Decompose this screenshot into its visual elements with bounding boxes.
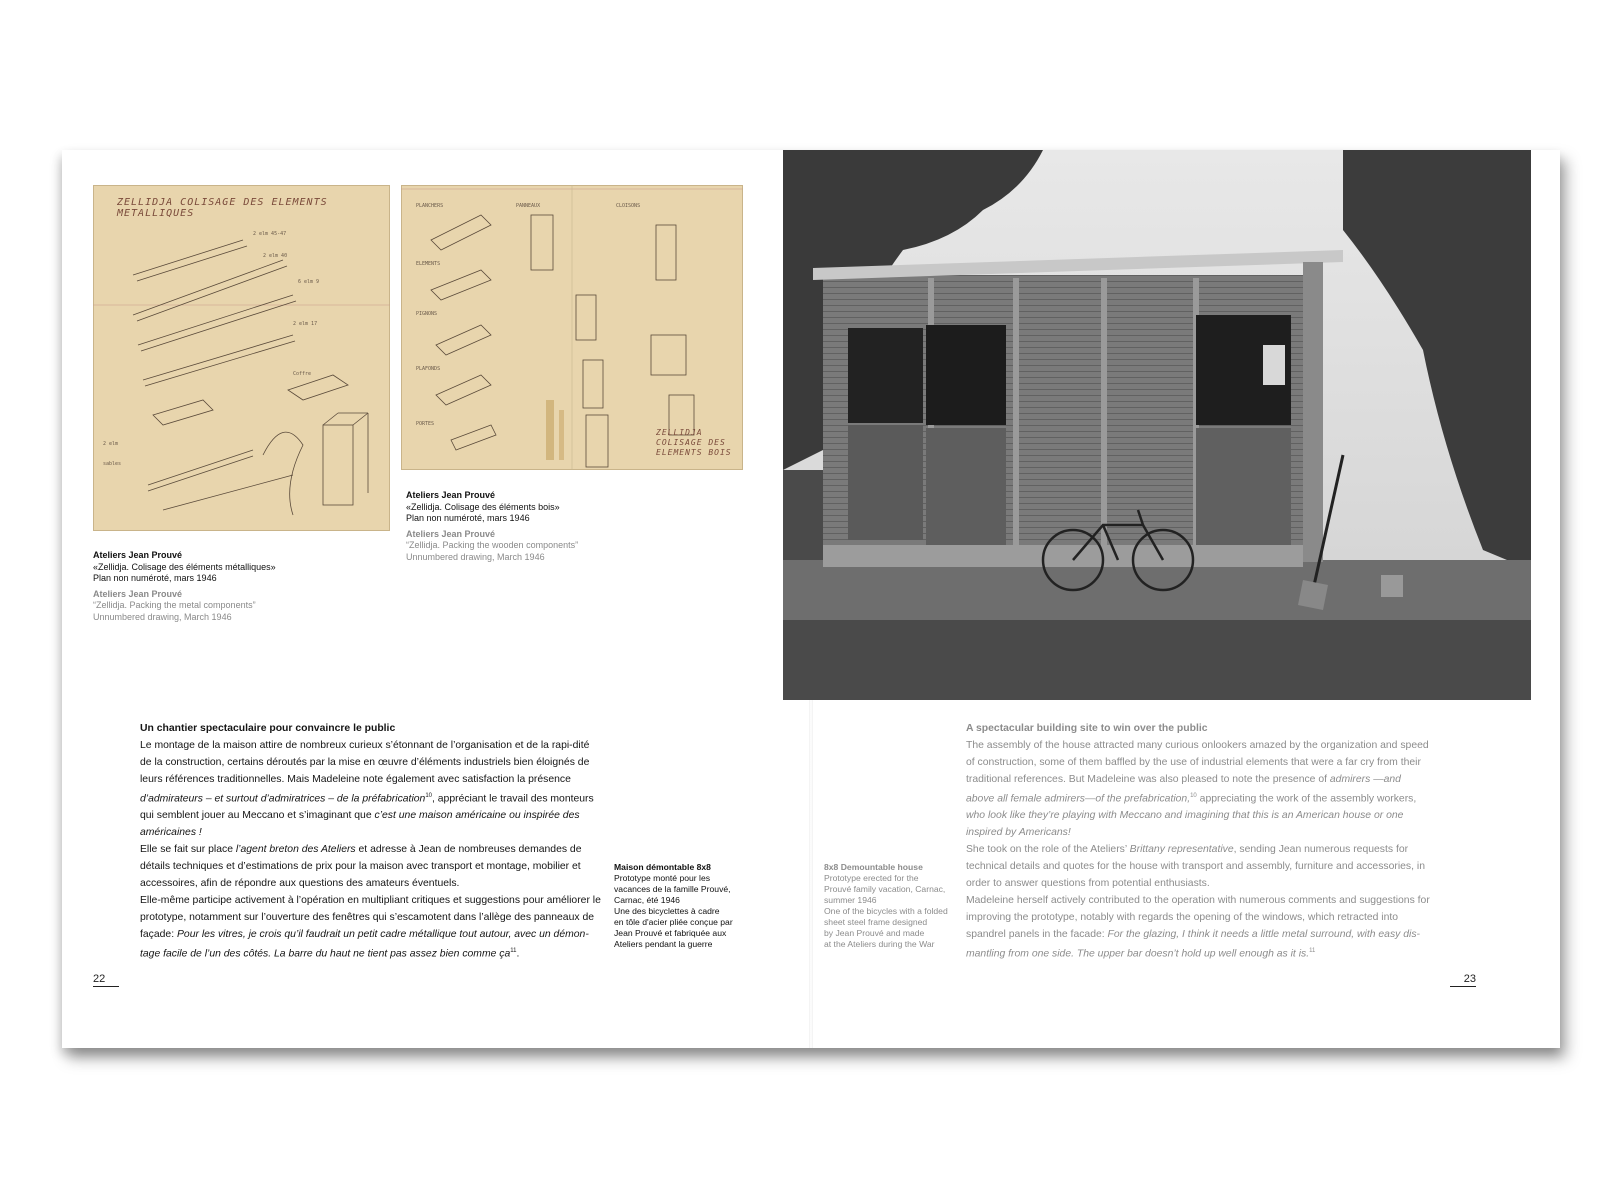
english-heading: A spectacular building site to win over the public — [966, 723, 1208, 734]
caption-title: «Zellidja. Colisage des éléments bois» — [406, 501, 560, 512]
text-run-italic: Brittany representative — [1129, 844, 1234, 856]
text-run-italic: admirers —and above all female admirers—of the prefabrication, — [966, 774, 1401, 805]
photo-caption-title: Maison démontable 8x8 — [614, 862, 711, 872]
text-run-italic: who look like they’re playing with Meccano and imagining that this is an American house or one inspired by Americans! — [966, 810, 1404, 839]
plan-title-wood: ZELLIDJA COLISAGE DES ELEMENTS BOIS — [656, 428, 732, 457]
caption-line: Jean Prouvé et fabriquée aux — [614, 928, 727, 938]
footnote-ref: 10 — [1190, 793, 1197, 799]
svg-text:Coffre: Coffre — [293, 371, 312, 377]
plan-drawing-wood — [401, 185, 743, 470]
svg-text:2 elm 40: 2 elm 40 — [263, 253, 288, 259]
photo-house-illustration — [783, 150, 1531, 700]
photo-caption-fr — [614, 862, 749, 950]
svg-text:CLOISONS: CLOISONS — [616, 203, 641, 209]
text-run-italic: Pour les vitres, je crois qu’il faudrait un petit cadre métallique tout autour, avec un démon-tage facile de l’un des côtés. La barre du haut ne tient pas assez bien comme ça — [140, 929, 589, 960]
text-run-italic: c’est une maison américaine ou inspirée des américaines ! — [140, 810, 580, 839]
text-run: Madeleine herself actively contributed to the operation with numerous comments and suggestions for improving the prototype, notably with regards the opening of the windows, which retracted into spandrel panels in the facade: — [966, 895, 1430, 941]
svg-text:PANNEAUX: PANNEAUX — [516, 203, 541, 209]
svg-text:PORTES: PORTES — [416, 421, 435, 427]
english-paragraph-3 — [966, 892, 1430, 962]
caption-line: One of the bicycles with a folded — [824, 906, 948, 916]
page-number-right: 23 — [1450, 973, 1476, 987]
text-run-italic: l’agent breton des Ateliers — [235, 844, 356, 856]
english-paragraph-1 — [966, 737, 1430, 841]
caption-line: en tôle d'acier pliée conçue par — [614, 917, 733, 927]
plan-title-metal: ZELLIDJA COLISAGE DES ELEMENTS METALLIQUES — [117, 197, 328, 219]
footnote-ref: 11 — [510, 948, 517, 955]
caption-line: Ateliers pendant la guerre — [614, 939, 713, 949]
photo-caption-title: 8x8 Demountable house — [824, 862, 923, 872]
french-heading: Un chantier spectaculaire pour convaincre le public — [140, 723, 396, 734]
svg-text:sables: sables — [103, 461, 122, 467]
text-run-italic: For the glazing, I think it needs a little metal surround, with easy dis-mantling from one side. The upper bar doesn’t hold up well enough as it is. — [966, 929, 1420, 960]
text-run: appreciating the work of the assembly workers, — [1196, 793, 1417, 805]
french-paragraph-2 — [140, 841, 602, 892]
caption-line: at the Ateliers during the War — [824, 939, 935, 949]
svg-text:PLAFONDS: PLAFONDS — [416, 366, 441, 372]
book-spread — [62, 150, 1560, 1048]
caption-line: vacances de la famille Prouvé, — [614, 884, 731, 894]
english-paragraph-2 — [966, 841, 1430, 892]
plan-sketch-metal — [93, 185, 390, 531]
caption-line: Une des bicyclettes à cadre — [614, 906, 720, 916]
text-run: Elle se fait sur place — [140, 844, 236, 856]
page-number-left: 22 — [93, 973, 119, 987]
svg-text:2 elm 45-47: 2 elm 45-47 — [253, 231, 287, 237]
text-run-italic: d’admirateurs – et surtout d’admiratrices – de la préfabrication — [140, 793, 426, 805]
photo-caption-en — [824, 862, 964, 950]
svg-text:PLANCHERS: PLANCHERS — [416, 203, 444, 209]
photo-demountable-house — [783, 150, 1531, 700]
text-run: She took on the role of the Ateliers’ — [966, 844, 1130, 856]
caption-plan-wood — [406, 490, 626, 563]
footnote-ref: 10 — [425, 793, 432, 799]
french-paragraph-3 — [140, 892, 602, 962]
french-body-text — [140, 720, 602, 963]
caption-detail: Plan non numéroté, mars 1946 — [93, 573, 217, 583]
footnote-ref: 11 — [1309, 948, 1316, 955]
caption-line: Prototype erected for the — [824, 873, 919, 883]
svg-text:2 elm: 2 elm — [103, 441, 119, 447]
text-run: . — [516, 948, 520, 960]
text-run: Elle-même participe activement à l’opération en multipliant critiques et suggestions pour améliorer le prototype, notamment sur l’ouverture des fenêtres qui s’escamotent dans l’allège des panneaux de façade: — [140, 895, 601, 941]
caption-line: by Jean Prouvé and made — [824, 928, 925, 938]
caption-line: summer 1946 — [824, 895, 877, 905]
caption-line: sheet steel frame designed — [824, 917, 928, 927]
text-run: , sending Jean numerous requests for technical details and quotes for the house with transport and assembly, furniture and accessories, in order to answer questions from potential enthusiasts. — [966, 844, 1425, 890]
caption-detail: Plan non numéroté, mars 1946 — [406, 513, 530, 523]
caption-title-en: “Zellidja. Packing the wooden components” — [406, 540, 579, 550]
caption-detail-en: Unnumbered drawing, March 1946 — [406, 551, 545, 562]
text-run: et adresse à Jean de nombreuses demandes de détails techniques et d’estimations de prix pour la maison avec transport et montage, mobilier et accessoires, afin de répondre aux questions des amateurs éventuels. — [140, 844, 582, 890]
caption-detail-en: Unnumbered drawing, March 1946 — [93, 611, 232, 622]
svg-text:ELEMENTS: ELEMENTS — [416, 261, 441, 267]
caption-author: Ateliers Jean Prouvé — [93, 550, 183, 560]
french-paragraph-1 — [140, 737, 602, 841]
caption-title-en: “Zellidja. Packing the metal components” — [93, 600, 256, 610]
caption-line: Carnac, été 1946 — [614, 895, 680, 905]
english-body-text — [966, 720, 1430, 963]
svg-text:PIGNONS: PIGNONS — [416, 311, 438, 317]
svg-text:6 elm 9: 6 elm 9 — [298, 279, 320, 285]
caption-author-en: Ateliers Jean Prouvé — [93, 588, 183, 599]
caption-author: Ateliers Jean Prouvé — [406, 490, 496, 500]
text-run: , appréciant le travail des monteurs qui semblent jouer au Meccano et s’imaginant que — [140, 793, 594, 822]
plan-drawing-metal — [93, 185, 390, 531]
caption-line: Prototype monté pour les — [614, 873, 711, 883]
caption-title: «Zellidja. Colisage des éléments métalliques» — [93, 561, 276, 572]
text-run: The assembly of the house attracted many curious onlookers amazed by the organization and speed of construction, some of them baffled by the use of industrial elements that were a far cry from their traditional references. But Madeleine was also pleased to note the presence of — [966, 740, 1429, 785]
svg-text:2 elm 17: 2 elm 17 — [293, 321, 318, 327]
caption-plan-metal — [93, 550, 313, 623]
text-run: Le montage de la maison attire de nombreux curieux s’étonnant de l’organisation et de la rapi-dité de la construction, certains déroutés par la mise en œuvre d’éléments industriels bien éloignés de leurs références traditionnelles. Mais Madeleine note également avec satisfaction la présence — [140, 740, 590, 785]
caption-line: Prouvé family vacation, Carnac, — [824, 884, 946, 894]
caption-author-en: Ateliers Jean Prouvé — [406, 528, 496, 539]
